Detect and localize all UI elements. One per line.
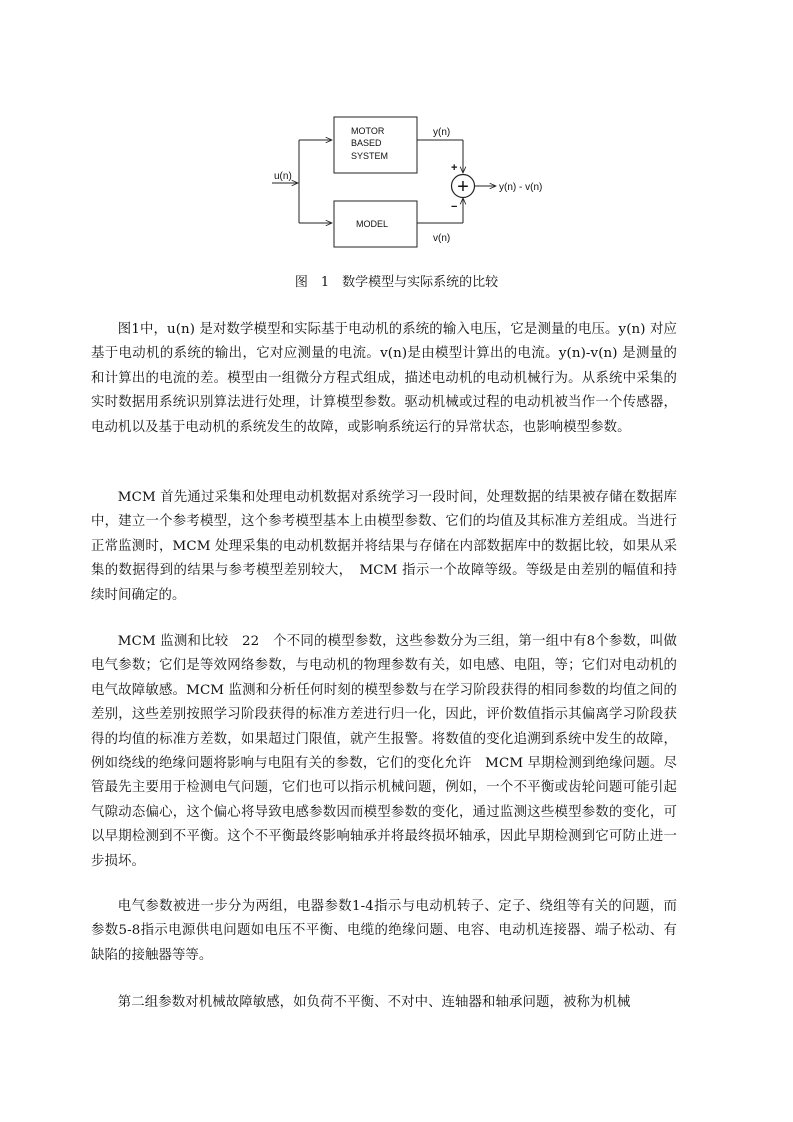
- y-output-label: y(n): [433, 127, 451, 138]
- figure-caption: 图 1 数学模型与实际系统的比较: [294, 275, 499, 290]
- input-label: u(n): [274, 171, 292, 182]
- block-diagram-figure: [250, 110, 560, 270]
- result-label: y(n) - v(n): [499, 182, 543, 193]
- model-label: MODEL: [356, 219, 389, 229]
- paragraph-1: 图1中，u(n) 是对数学模型和实际基于电动机的系统的输入电压，它是测量的电压。y(n) 对应基于电动机的系统的输出，它对应测量的电流。v(n)是由模型计算出的电流。y(n)-v(n) 是测量的和计算出的电流的差。模型由一组微分方程式组成，描述电动机的电动机械行为。从系统中采集的实时数据用系统识别算法进行处理，计算模型参数。驱动机械或过程的电动机被当作一个传感器，电动机以及基于电动机的系统发生的故障，或影响系统运行的异常状态，也影响模型参数。: [91, 322, 677, 435]
- minus-sign: −: [451, 201, 458, 213]
- block-diagram: [250, 110, 560, 270]
- v-output-label: v(n): [433, 233, 451, 244]
- paragraph-2: MCM 首先通过采集和处理电动机数据对系统学习一段时间，处理数据的结果被存储在数据库中，建立一个参考模型，这个参考模型基本上由模型参数、它们的均值及其标准方差组成。当进行正常监测时，MCM 处理采集的电动机数据并将结果与存储在内部数据库中的数据比较，如果从采集的数据得到的结果与参考模型差别较大， MCM 指示一个故障等级。等级是由差别的幅值和持续时间确定的。: [91, 490, 677, 603]
- plus-sign: +: [451, 162, 458, 174]
- paragraph-3: MCM 监测和比较 22 个不同的模型参数，这些参数分为三组，第一组中有8个参数，叫做电气参数；它们是等效网络参数，与电动机的物理参数有关，如电感、电阻，等；它们对电动机的电气故障敏感。MCM 监测和分析任何时刻的模型参数与在学习阶段获得的相同参数的均值之间的差别，这些差别按照学习阶段获得的标准方差进行归一化，因此，评价数值指示其偏离学习阶段获得的均值的标准方差数，如果超过门限值，就产生报警。将数值的变化追溯到系统中发生的故障，例如绕线的绝缘问题将影响与电阻有关的参数，它们的变化允许 MCM 早期检测到绝缘问题。尽管最先主要用于检测电气问题，它们也可以指示机械问题，例如，一个不平衡或齿轮问题可能引起气隙动态偏心，这个偏心将导致电感参数因而模型参数的变化，通过监测这些模型参数的变化，可以早期检测到不平衡。这个不平衡最终影响轴承并将最终损坏轴承，因此早期检测到它可防止进一步损坏。: [91, 634, 677, 869]
- motor-label-line2: BASED: [351, 138, 382, 148]
- motor-label-line1: MOTOR: [351, 126, 385, 136]
- summing-symbol: +: [457, 176, 469, 198]
- motor-label-line3: SYSTEM: [351, 151, 389, 161]
- paragraph-4: 电气参数被进一步分为两组，电器参数1-4指示与电动机转子、定子、绕组等有关的问题，而参数5-8指示电源供电问题如电压不平衡、电缆的绝缘问题、电容、电动机连接器、端子松动、有缺陷的接触器等等。: [91, 899, 677, 963]
- paragraph-5: 第二组参数对机械故障敏感，如负荷不平衡、不对中、连轴器和轴承问题，被称为机械: [117, 995, 631, 1010]
